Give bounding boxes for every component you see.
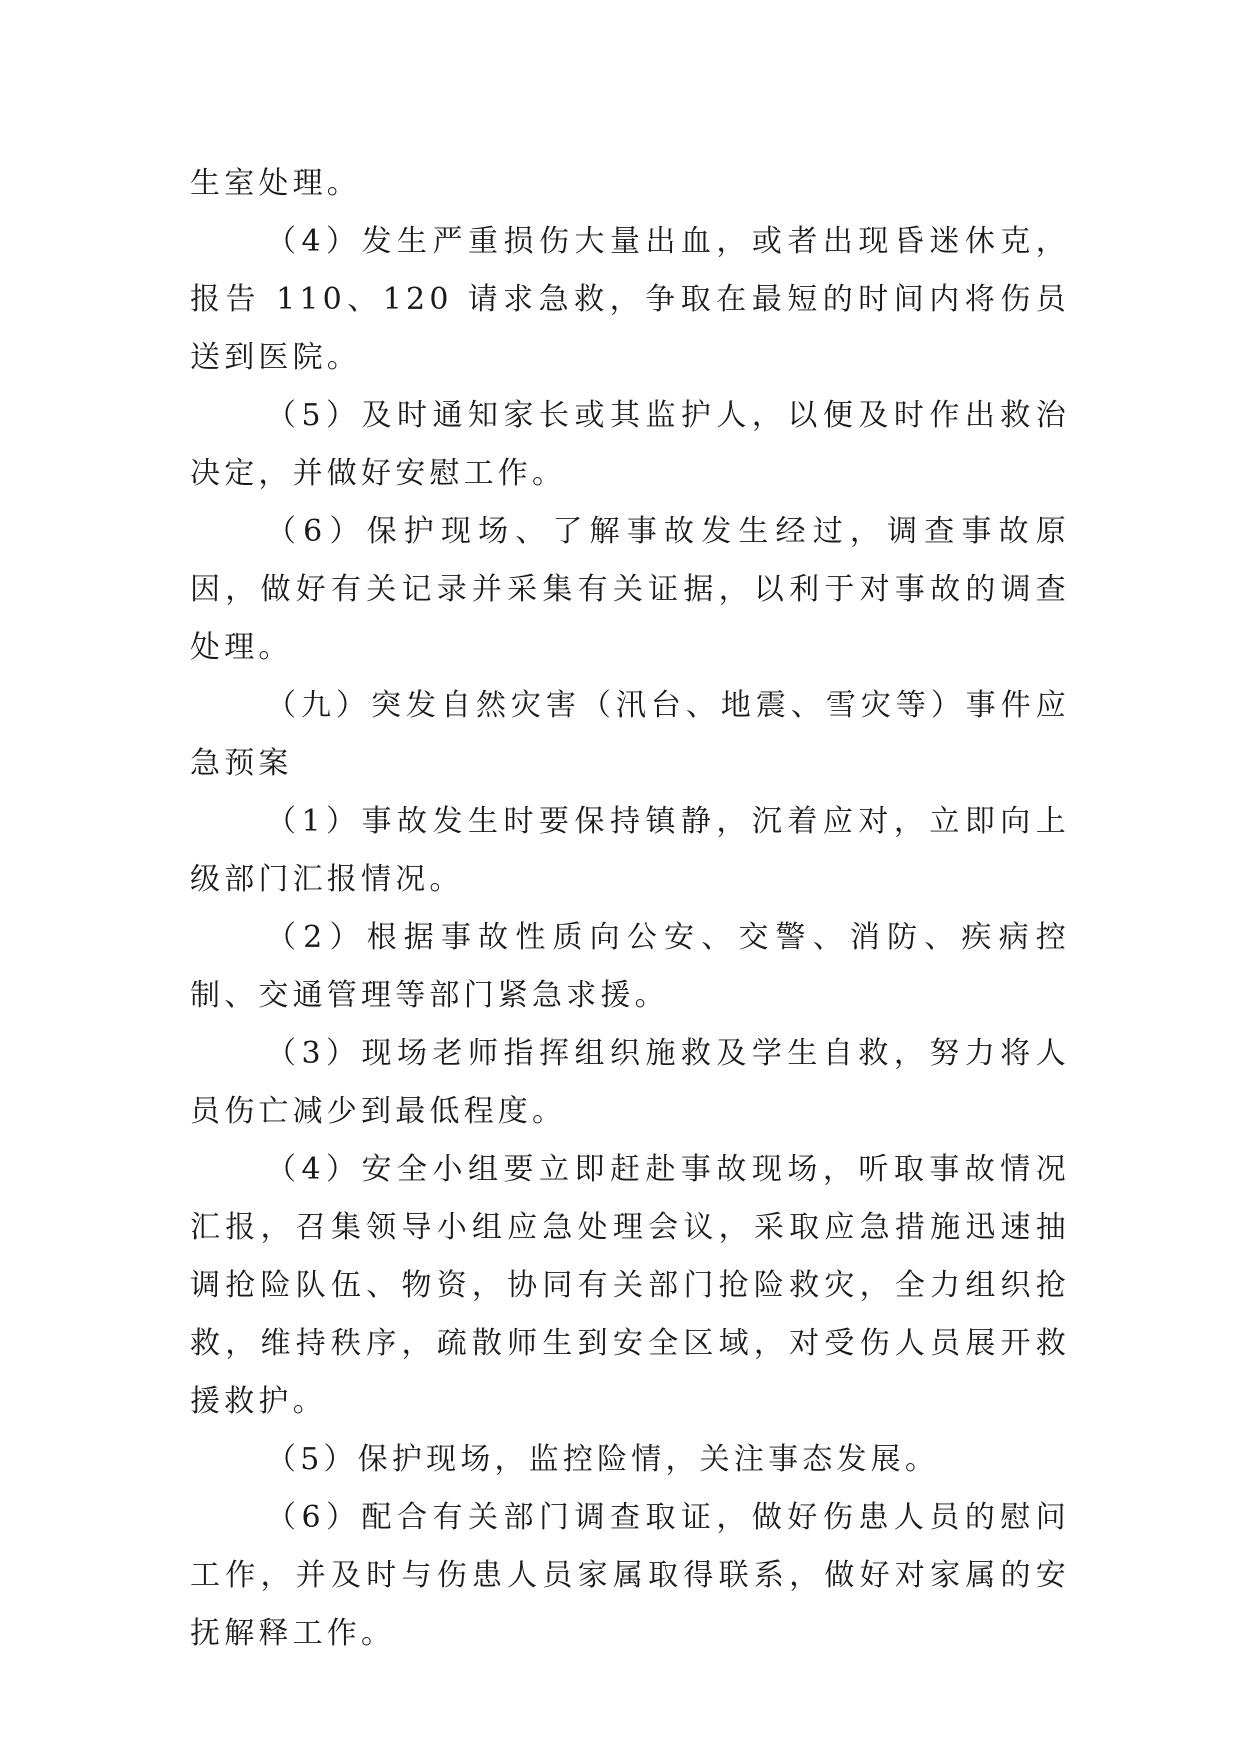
- paragraph-item-5-notify-parents: （5）及时通知家长或其监护人，以便及时作出救治决定，并做好安慰工作。: [190, 398, 1070, 491]
- section-heading-natural-disaster: （九）突发自然灾害（汛台、地震、雪灾等）事件应急预案: [190, 688, 1070, 781]
- paragraph-continuation: 生室处理。: [190, 166, 361, 201]
- paragraph-disaster-item-4: （4）安全小组要立即赶赴事故现场，听取事故情况汇报，召集领导小组应急处理会议，采取应急措施迅速抽调抢险队伍、物资，协同有关部门抢险救灾，全力组织抢救，维持秩序，疏散师生到安全区域，对受伤人员展开救援救护。: [190, 1152, 1070, 1419]
- paragraph-disaster-item-5: （5）保护现场，监控险情，关注事态发展。: [266, 1442, 940, 1477]
- paragraph-disaster-item-1: （1）事故发生时要保持镇静，沉着应对，立即向上级部门汇报情况。: [190, 804, 1070, 897]
- paragraph-disaster-item-6: （6）配合有关部门调查取证，做好伤患人员的慰问工作，并及时与伤患人员家属取得联系，做好对家属的安抚解释工作。: [190, 1500, 1070, 1651]
- paragraph-disaster-item-3: （3）现场老师指挥组织施救及学生自救，努力将人员伤亡减少到最低程度。: [190, 1036, 1070, 1129]
- paragraph-disaster-item-2: （2）根据事故性质向公安、交警、消防、疾病控制、交通管理等部门紧急求援。: [190, 920, 1070, 1013]
- paragraph-item-6-protect-scene: （6）保护现场、了解事故发生经过，调查事故原因，做好有关记录并采集有关证据，以利于对事故的调查处理。: [190, 514, 1070, 665]
- document-body: [190, 155, 1070, 1663]
- paragraph-item-4-injury: （4）发生严重损伤大量出血，或者出现昏迷休克，报告 110、120 请求急救，争取在最短的时间内将伤员送到医院。: [190, 224, 1070, 375]
